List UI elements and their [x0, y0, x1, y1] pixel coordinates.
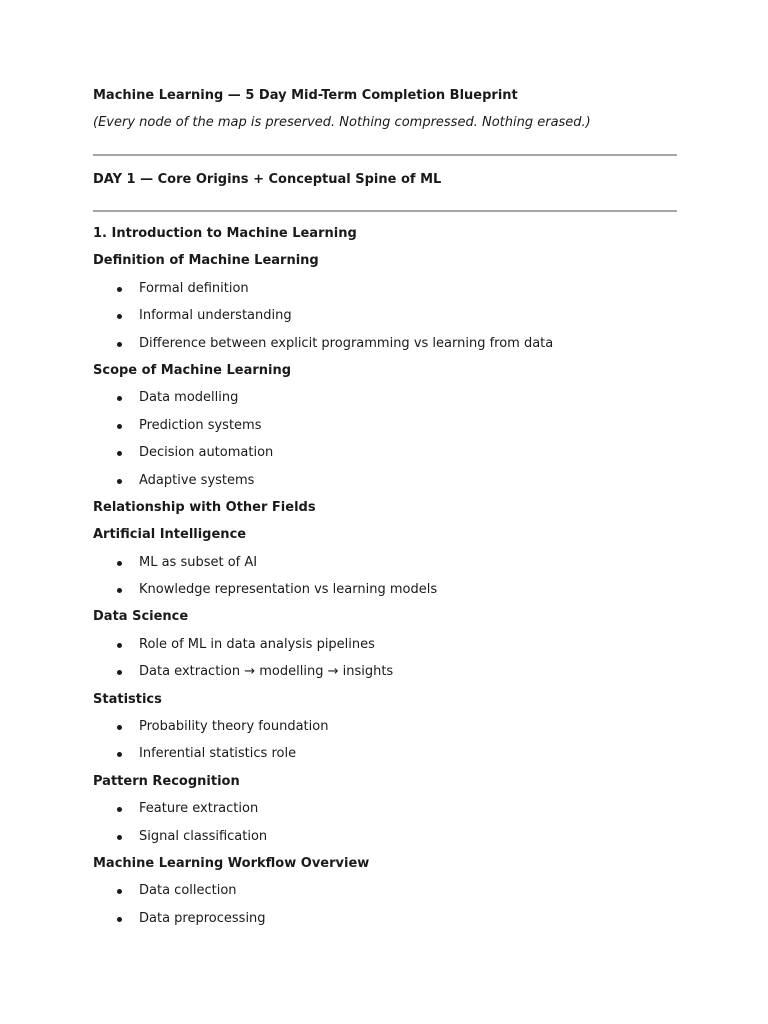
list-item [93, 882, 677, 899]
list-item [93, 335, 677, 352]
bullet-icon [117, 451, 122, 456]
bullet-icon [117, 342, 122, 347]
list-item-text: Difference between explicit programming vs learning from data [139, 335, 554, 351]
document-page [93, 87, 677, 937]
list-item-text: Formal definition [139, 280, 249, 296]
list-item [93, 307, 677, 324]
document-subtitle: (Every node of the map is preserved. Nothing compressed. Nothing erased.) [93, 115, 591, 130]
subsection-heading: Scope of Machine Learning [93, 362, 292, 378]
list-item [93, 663, 677, 680]
subsection-heading: Pattern Recognition [93, 773, 240, 789]
list-item [93, 828, 677, 845]
bullet-icon [117, 752, 122, 757]
subsection-heading: Relationship with Other Fields [93, 499, 316, 515]
list-item [93, 280, 677, 297]
list-item [93, 389, 677, 406]
list-item-text: Knowledge representation vs learning models [139, 582, 438, 598]
list-item [93, 800, 677, 817]
bullet-icon [117, 725, 122, 730]
subsection-heading: Statistics [93, 691, 162, 707]
bullet-icon [117, 889, 122, 894]
list-item-text: Feature extraction [139, 801, 259, 817]
list-item-text: Prediction systems [139, 417, 262, 433]
list-item-text: Informal understanding [139, 308, 292, 324]
bullet-icon [117, 807, 122, 812]
list-item [93, 718, 677, 735]
subsection-heading: Machine Learning Workflow Overview [93, 855, 370, 871]
bullet-icon [117, 561, 122, 566]
horizontal-rule [93, 154, 677, 156]
outline-block [93, 225, 677, 927]
subsection-heading: Definition of Machine Learning [93, 253, 319, 269]
bullet-icon [117, 588, 122, 593]
subsection-heading: Artificial Intelligence [93, 527, 247, 543]
document-title: Machine Learning — 5 Day Mid-Term Completion Blueprint [93, 88, 518, 103]
bullet-icon [117, 314, 122, 319]
bullet-icon [117, 670, 122, 675]
list-item-text: Data preprocessing [139, 910, 266, 926]
section-heading: 1. Introduction to Machine Learning [93, 226, 357, 241]
list-item-text: Data extraction → modelling → insights [139, 664, 394, 680]
list-item-text: Adaptive systems [139, 472, 255, 488]
list-item-text: ML as subset of AI [139, 554, 258, 570]
list-item [93, 554, 677, 571]
list-item [93, 910, 677, 927]
list-item-text: Inferential statistics role [139, 746, 297, 762]
list-item-text: Probability theory foundation [139, 719, 329, 735]
list-item-text: Data modelling [139, 390, 239, 406]
list-item [93, 444, 677, 461]
bullet-icon [117, 287, 122, 292]
list-item [93, 472, 677, 489]
bullet-icon [117, 479, 122, 484]
list-item [93, 745, 677, 762]
list-item-text: Data collection [139, 883, 237, 899]
day-heading: DAY 1 — Core Origins + Conceptual Spine of ML [93, 172, 442, 187]
bullet-icon [117, 396, 122, 401]
list-item-text: Signal classification [139, 828, 268, 844]
bullet-icon [117, 917, 122, 922]
list-item-text: Decision automation [139, 445, 274, 461]
list-item-text: Role of ML in data analysis pipelines [139, 636, 375, 652]
bullet-icon [117, 835, 122, 840]
list-item [93, 581, 677, 598]
list-item [93, 636, 677, 653]
subsection-heading: Data Science [93, 609, 189, 625]
bullet-icon [117, 424, 122, 429]
horizontal-rule [93, 210, 677, 212]
list-item [93, 417, 677, 434]
bullet-icon [117, 643, 122, 648]
